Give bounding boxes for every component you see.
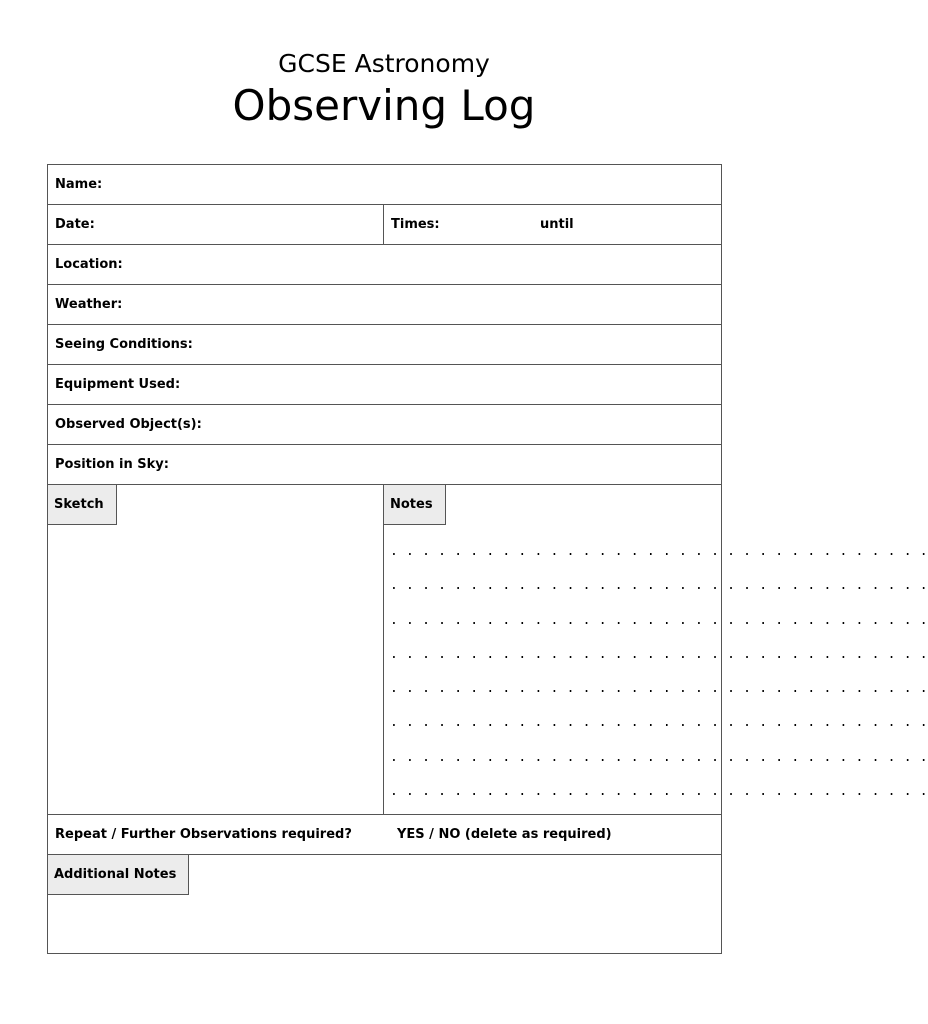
observed-objects-row[interactable] — [48, 405, 721, 445]
times-label: Times: — [391, 217, 440, 232]
note-line: . . . . . . . . . . . . . . . . . . . . . . . . . . . . . . . . . . — [390, 784, 928, 800]
weather-row[interactable] — [48, 285, 721, 325]
observing-log-form — [47, 164, 928, 954]
notes-dotted-lines — [390, 535, 928, 809]
date-times-row — [48, 205, 721, 245]
seeing-conditions-row[interactable] — [48, 325, 721, 365]
repeat-observations-label: Repeat / Further Observations required? — [55, 827, 352, 842]
seeing-conditions-label: Seeing Conditions: — [55, 337, 193, 352]
weather-label: Weather: — [55, 297, 123, 312]
position-in-sky-row[interactable] — [48, 445, 721, 485]
until-label: until — [540, 217, 574, 232]
position-in-sky-label: Position in Sky: — [55, 457, 169, 472]
sketch-notes-block — [48, 485, 928, 815]
sketch-area[interactable] — [48, 485, 384, 814]
note-line: . . . . . . . . . . . . . . . . . . . . . . . . . . . . . . . . . . — [390, 544, 928, 559]
notes-area[interactable] — [384, 485, 928, 814]
note-line: . . . . . . . . . . . . . . . . . . . . . . . . . . . . . . . . . . — [390, 681, 928, 697]
name-label: Name: — [55, 177, 103, 192]
page-subtitle: GCSE Astronomy — [278, 49, 490, 78]
notes-tab: Notes — [384, 485, 446, 525]
equipment-label: Equipment Used: — [55, 377, 181, 392]
times-field[interactable] — [384, 205, 721, 244]
sketch-tab: Sketch — [48, 485, 117, 525]
page-title: Observing Log — [232, 81, 536, 130]
location-label: Location: — [55, 257, 123, 272]
repeat-observations-row[interactable] — [48, 815, 721, 855]
additional-notes-tab: Additional Notes — [48, 855, 189, 895]
name-row[interactable] — [48, 165, 721, 205]
note-line: . . . . . . . . . . . . . . . . . . . . . . . . . . . . . . . . . . — [390, 646, 928, 662]
note-line: . . . . . . . . . . . . . . . . . . . . . . . . . . . . . . . . . . — [390, 578, 928, 594]
equipment-row[interactable] — [48, 365, 721, 405]
note-line: . . . . . . . . . . . . . . . . . . . . . . . . . . . . . . . . . . — [390, 749, 928, 765]
yes-no-label: YES / NO (delete as required) — [397, 827, 612, 842]
observed-objects-label: Observed Object(s): — [55, 417, 202, 432]
note-line: . . . . . . . . . . . . . . . . . . . . . . . . . . . . . . . . . . — [390, 715, 928, 731]
date-label: Date: — [55, 217, 95, 232]
location-row[interactable] — [48, 245, 721, 285]
additional-notes-area[interactable] — [48, 855, 721, 953]
date-field[interactable] — [48, 205, 384, 244]
note-line: . . . . . . . . . . . . . . . . . . . . . . . . . . . . . . . . . . — [390, 612, 928, 628]
